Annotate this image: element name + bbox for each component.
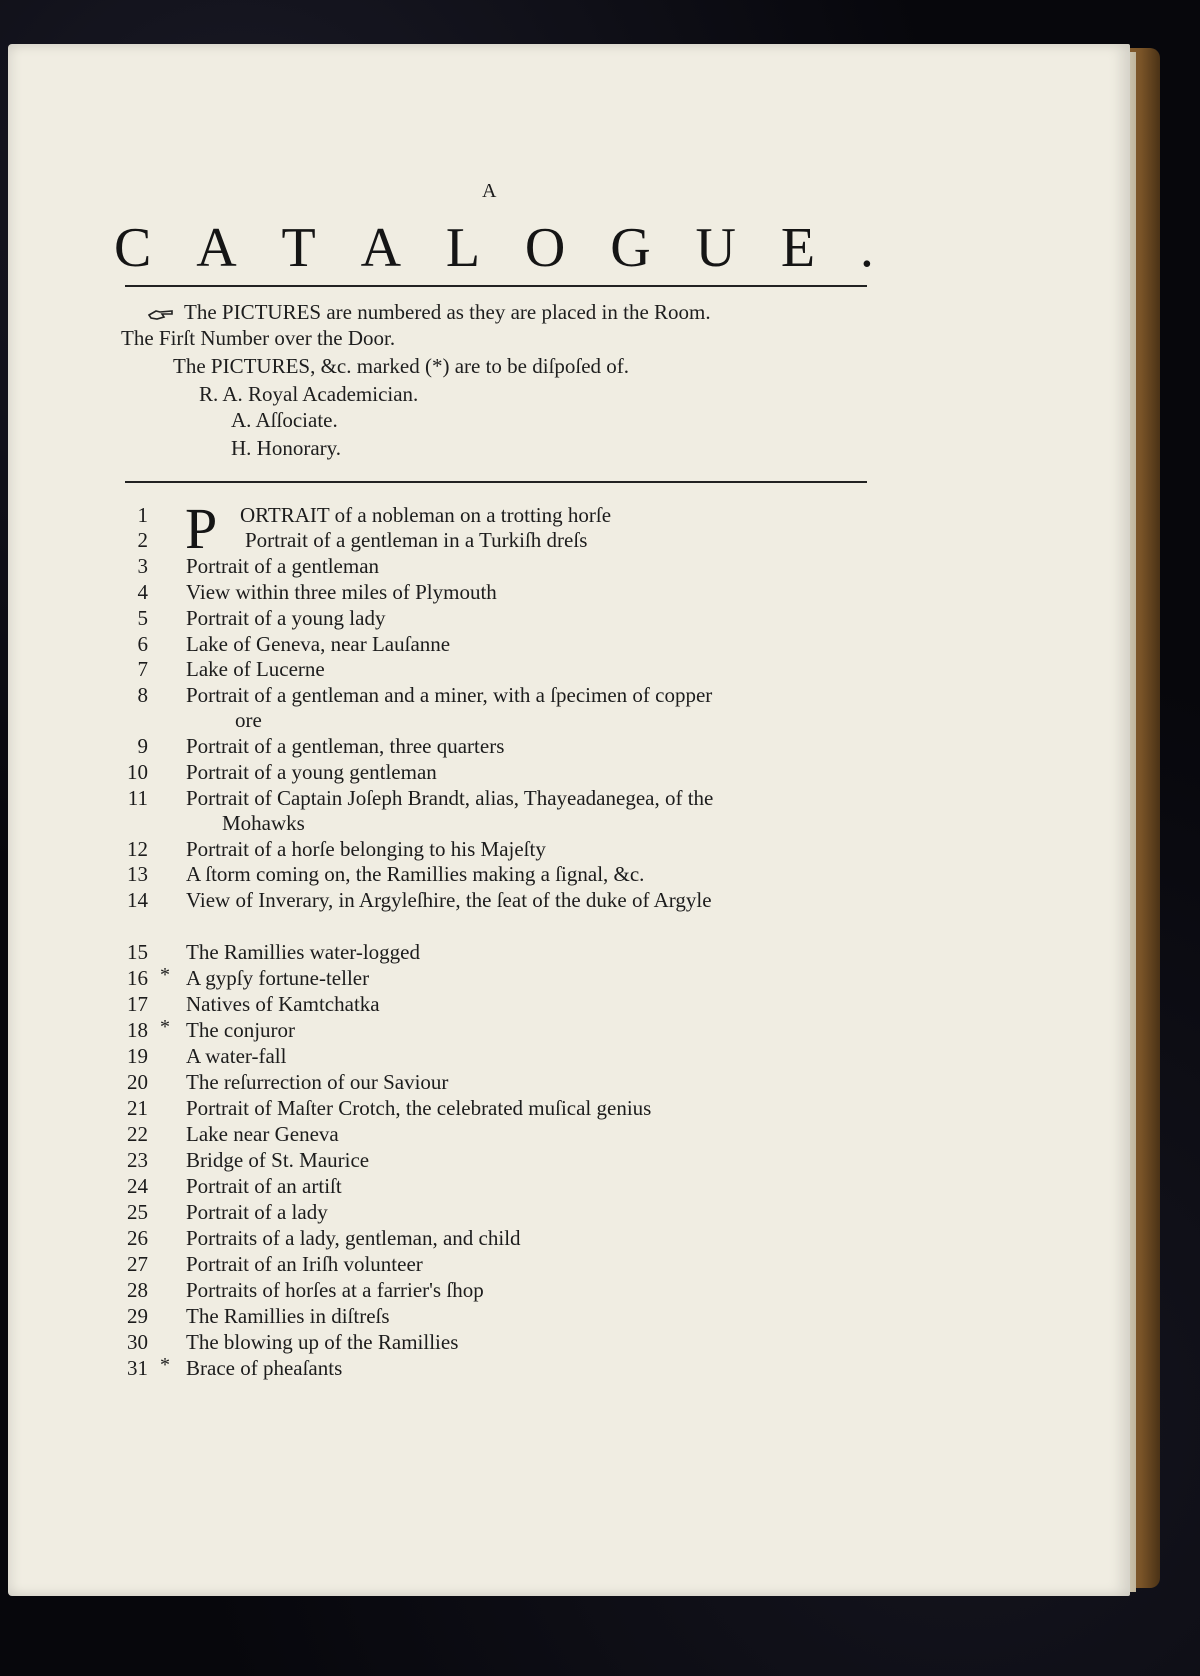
entry-number: 13: [127, 862, 148, 886]
entry-number: 23: [127, 1148, 148, 1172]
entry-title: Portrait of a lady: [186, 1200, 328, 1224]
entry-title: Portrait of Maſter Crotch, the celebrated muſical genius: [186, 1096, 652, 1120]
title-letter: T: [281, 217, 316, 279]
entry-title: Lake of Geneva, near Lauſanne: [186, 632, 451, 656]
entry-title: A ſtorm coming on, the Ramillies making a ſignal, &c.: [186, 862, 645, 886]
entry-title: Lake of Lucerne: [186, 657, 325, 681]
entry-number: 4: [137, 580, 148, 604]
entry-title: Portrait of a gentleman: [186, 554, 380, 578]
entry-number: 22: [127, 1122, 148, 1146]
entry-number: 1: [137, 503, 148, 527]
entry-number: 2: [137, 528, 148, 552]
entry-title: Portrait of a young lady: [186, 606, 386, 630]
entry-number: 7: [137, 657, 148, 681]
entry-title: The blowing up of the Ramillies: [186, 1330, 459, 1354]
note-line-1: [148, 300, 711, 325]
note-text-1: The PICTURES are numbered as they are placed in the Room.: [184, 300, 711, 324]
title-letter: G: [610, 217, 651, 279]
entry-title: Natives of Kamtchatka: [186, 992, 380, 1016]
entry-number: 30: [127, 1330, 148, 1354]
entry-title: A water-fall: [186, 1044, 287, 1068]
entry-number: 25: [127, 1200, 148, 1224]
note-line-5: A. Aſſociate.: [231, 408, 338, 432]
entry-title: The Ramillies water-logged: [186, 940, 421, 964]
page-title: [114, 216, 874, 280]
entry-title: Portrait of a gentleman, three quarters: [186, 734, 505, 758]
entry-title-continued: ore: [235, 708, 262, 732]
entry-title: The Ramillies in diſtreſs: [186, 1304, 390, 1328]
entry-number: 14: [127, 888, 148, 912]
entry-number: 31: [127, 1356, 148, 1380]
note-line-2: The Firſt Number over the Door.: [121, 326, 396, 350]
entry-number: 11: [127, 786, 148, 810]
entry-title: The conjuror: [186, 1018, 296, 1042]
title-letter: O: [524, 217, 566, 279]
entry-number: 24: [127, 1174, 148, 1198]
title-letter: .: [859, 217, 874, 279]
bottom-rule: [125, 481, 867, 483]
entry-title: ORTRAIT of a nobleman on a trotting horſe: [240, 503, 612, 527]
title-letter: L: [445, 217, 481, 279]
entry-number: 9: [137, 734, 148, 758]
entry-number: 16: [127, 966, 148, 990]
entry-title: Portrait of a young gentleman: [186, 760, 437, 784]
entry-title: Portrait of an Iriſh volunteer: [186, 1252, 423, 1276]
entry-number: 18: [127, 1018, 148, 1042]
entry-title: A gypſy fortune-teller: [186, 966, 370, 990]
entry-title: Lake near Geneva: [186, 1122, 339, 1146]
entry-title: Portraits of horſes at a farrier's ſhop: [186, 1278, 484, 1302]
entry-number: 8: [137, 683, 148, 707]
for-sale-asterisk: *: [160, 1354, 170, 1376]
note-line-3: The PICTURES, &c. marked (*) are to be diſpoſed of.: [173, 354, 630, 378]
heading-article: A: [482, 180, 499, 202]
drop-cap: P: [185, 496, 218, 561]
title-letter: A: [360, 217, 402, 279]
entry-title: Portrait of a horſe belonging to his Majeſty: [186, 837, 546, 861]
entry-title: Portrait of a gentleman in a Turkiſh dreſs: [245, 528, 588, 552]
entry-number: 19: [127, 1044, 148, 1068]
entry-number: 29: [127, 1304, 148, 1328]
entry-number: 12: [127, 837, 148, 861]
entry-title: Brace of pheaſants: [186, 1356, 343, 1380]
entry-number: 27: [127, 1252, 148, 1276]
entry-number: 6: [137, 632, 148, 656]
entry-title-continued: Mohawks: [222, 811, 305, 835]
for-sale-asterisk: *: [160, 1016, 170, 1038]
entry-number: 20: [127, 1070, 148, 1094]
entry-number: 21: [127, 1096, 148, 1120]
entry-number: 3: [137, 554, 148, 578]
title-letter: E: [780, 217, 816, 279]
note-line-6: H. Honorary.: [231, 436, 342, 460]
note-line-4: R. A. Royal Academician.: [199, 382, 419, 406]
entry-title: The reſurrection of our Saviour: [186, 1070, 449, 1094]
entry-title: Portrait of a gentleman and a miner, with a ſpecimen of copper: [186, 683, 713, 707]
entry-title: Portrait of Captain Joſeph Brandt, alias, Thayeadanegea, of the: [186, 786, 714, 810]
entry-title: Portrait of an artiſt: [186, 1174, 342, 1198]
title-letter: A: [196, 217, 237, 279]
entry-number: 5: [137, 606, 148, 630]
entry-number: 10: [127, 760, 148, 784]
entry-title: View within three miles of Plymouth: [186, 580, 497, 604]
title-letter: U: [695, 217, 736, 279]
entry-title: Portraits of a lady, gentleman, and child: [186, 1226, 521, 1250]
entry-number: 17: [127, 992, 148, 1016]
entry-title: View of Inverary, in Argyleſhire, the ſeat of the duke of Argyle: [186, 888, 712, 912]
entry-number: 26: [127, 1226, 148, 1250]
pointing-hand-icon: [148, 306, 174, 322]
entry-title: Bridge of St. Maurice: [186, 1148, 370, 1172]
title-letter: C: [114, 217, 152, 279]
top-rule: [125, 285, 867, 287]
entry-number: 15: [127, 940, 148, 964]
for-sale-asterisk: *: [160, 964, 170, 986]
entry-number: 28: [127, 1278, 148, 1302]
